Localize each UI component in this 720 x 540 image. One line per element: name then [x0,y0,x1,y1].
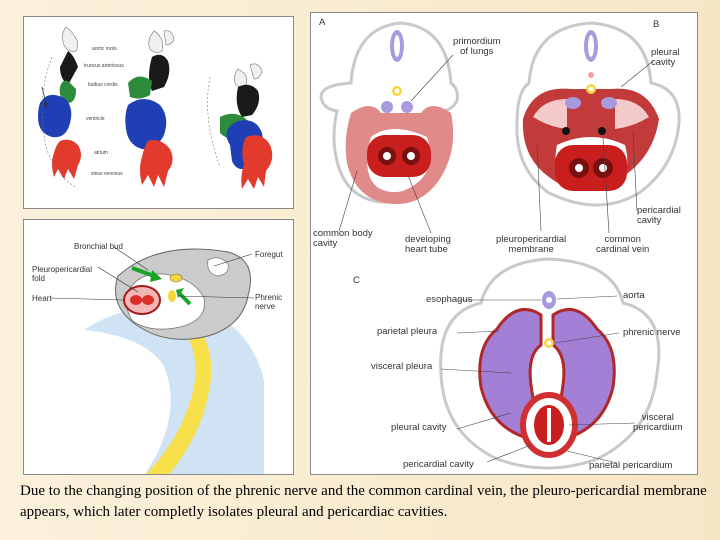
section-letter-c: C [353,275,360,286]
label-pleural-cavity-top: pleural cavity [651,47,680,68]
section-letter-a: A [319,17,326,28]
label-primordium-of-lungs: primordium of lungs [453,36,501,57]
label-common-cardinal-vein: common cardinal vein [596,234,650,255]
label-pericardial-cavity-right: pericardial cavity [637,205,681,226]
caption-text: Due to the changing position of the phrenic nerve and the common cardinal vein, the pleuro-pericardial membrane appears, which later completly isolates pleural and pericardiac cavities. [20,483,707,520]
bronchial-bud-illustration [24,220,294,475]
label-aortic-roots: aortic roots [92,46,117,52]
heart-development-panel [23,16,294,209]
heart-development-illustration [24,17,294,209]
transverse-sections-panel [310,12,698,475]
bronchial-bud-panel [23,219,294,475]
label-truncus-arteriosus: truncus arteriosus [84,63,124,69]
label-common-body-cavity: common body cavity [313,228,373,249]
section-letter-b: B [653,19,660,30]
label-ventricle: ventricle [86,116,105,122]
label-pericardial-cavity-bottom: pericardial cavity [403,459,474,470]
label-parietal-pleura: parietal pleura [377,326,438,337]
heart-stage-2 [125,31,174,187]
section-a [321,23,457,204]
label-visceral-pleura: visceral pleura [371,361,433,372]
label-phrenic-nerve-fold: Phrenic nerve [255,293,283,311]
label-aorta: aorta [623,290,645,301]
label-esophagus: esophagus [426,294,473,305]
label-sinus-venosus: sinus venosus [91,171,123,177]
heart-stage-3 [220,64,272,189]
label-pleuropericardial-fold: Pleuropericardial fold [32,265,93,283]
label-pleuropericardial-membrane: pleuropericardial membrane [496,234,567,255]
label-parietal-pericardium: parietal pericardium [589,460,673,471]
label-atrium: atrium [94,150,108,156]
label-visceral-pericardium: visceral pericardium [633,412,683,433]
label-foregut: Foregut [255,250,283,259]
label-phrenic-nerve-section: phrenic nerve [623,327,681,338]
label-heart: Heart [32,294,52,303]
label-pleural-cavity-bottom: pleural cavity [391,422,447,433]
label-bronchial-bud: Bronchial bud [74,242,123,251]
label-bulbus-cordis: bulbus cordis [88,82,118,88]
label-developing-heart-tube: developing heart tube [405,234,451,255]
